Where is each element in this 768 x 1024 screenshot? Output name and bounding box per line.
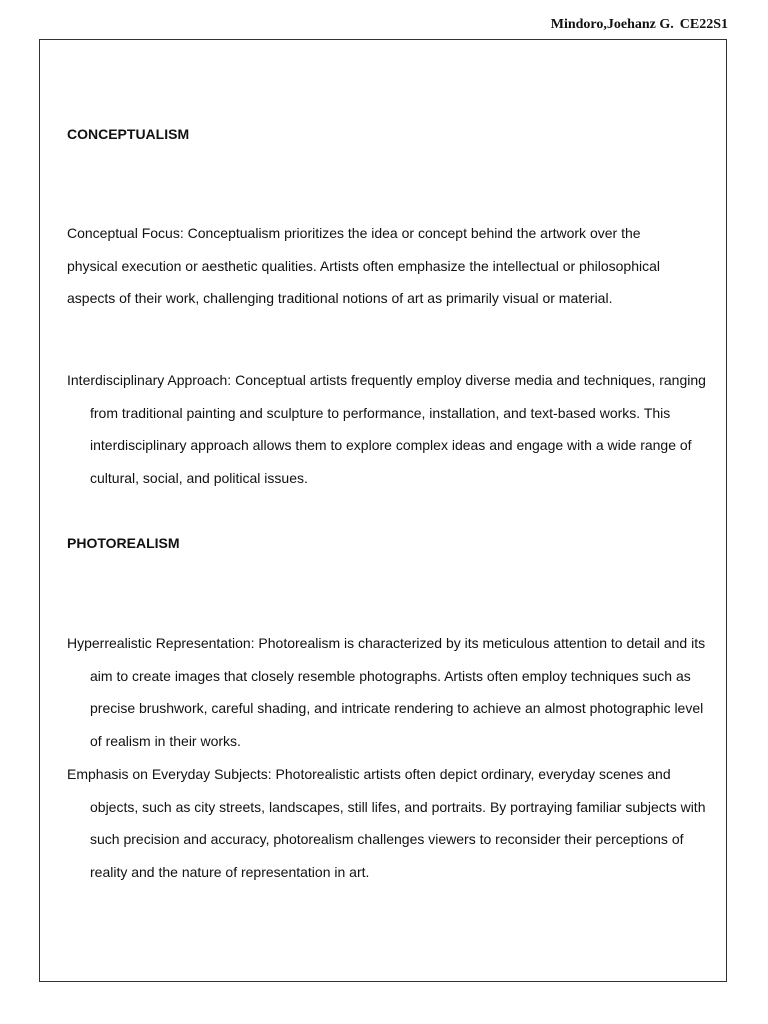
section-heading-photorealism: PHOTOREALISM [67,535,180,551]
paragraph-conceptual-focus: Conceptual Focus: Conceptualism prioritizes the idea or concept behind the artwork over the physical execution or aesthetic qualities. Artists often emphasize the intellectual or philosophical aspects of their work, challenging traditional notions of art as primarily visual or material. [67,225,660,306]
paragraph-hyperrealistic-representation: Hyperrealistic Representation: Photorealism is characterized by its meticulous attention to detail and its aim to create images that closely resemble photographs. Artists often employ techniques such as precise brushwork, careful shading, and intricate rendering to achieve an almost photographic level of realism in their works. [67,635,706,749]
section-heading-conceptualism: CONCEPTUALISM [67,126,190,142]
author-name: Mindoro,Joehanz G. [550,17,674,32]
paragraph-everyday-subjects: Emphasis on Everyday Subjects: Photorealistic artists often depict ordinary, everyday scenes and objects, such as city streets, landscapes, still lifes, and portraits. By portraying familiar subjects with such precision and accuracy, photorealism challenges viewers to reconsider their perceptions of reality and the nature of representation in art. [67,766,706,880]
page-header [551,17,728,33]
class-section: CE22S1 [679,17,728,32]
paragraph-interdisciplinary-approach: Interdisciplinary Approach: Conceptual artists frequently employ diverse media and techniques, ranging from traditional painting and sculpture to performance, installation, and text-based works. This interdisciplinary approach allows them to explore complex ideas and engage with a wide range of cultural, social, and political issues. [67,372,706,486]
